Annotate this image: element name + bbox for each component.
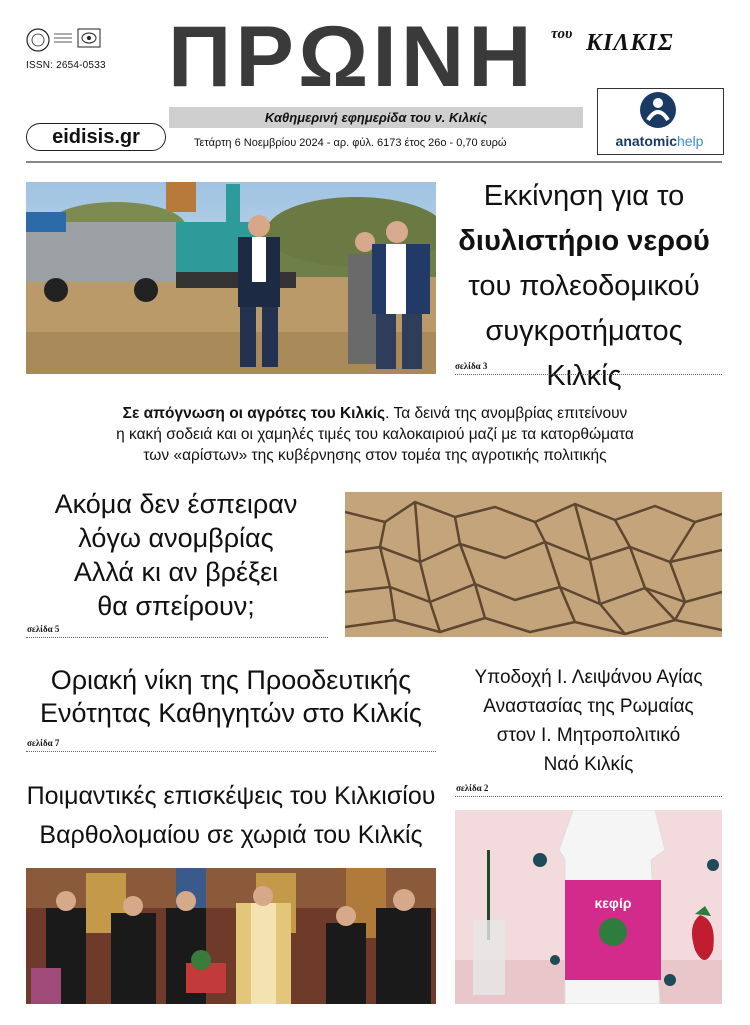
lead-rest1: . Τα δεινά της ανομβρίας επιτείνουν: [385, 405, 628, 422]
story2-headline[interactable]: [26, 487, 326, 623]
story2-divider: [26, 637, 328, 638]
story2-line3: Αλλά κι αν βρέξει: [73, 557, 279, 587]
story4-line1: Υποδοχή Ι. Λειψάνου Αγίας: [474, 667, 703, 688]
dateline: Τετάρτη 6 Νοεμβρίου 2024 - αρ. φύλ. 6173 έτος 26ο - 0,70 ευρώ: [194, 137, 507, 149]
story1-line1: Εκκίνηση για το: [483, 180, 685, 212]
story1-page-ref[interactable]: σελίδα 3: [455, 361, 488, 371]
story1-line2-bold: διυλιστήριο νερού: [458, 225, 710, 257]
story5-line1: Ποιμαντικές επισκέψεις του Κιλκισίου: [26, 782, 436, 810]
excavator-site-photo[interactable]: [26, 182, 436, 374]
story3-page-ref[interactable]: σελίδα 7: [27, 738, 60, 748]
title-place: ΚΙΛΚΙΣ: [586, 30, 674, 56]
cracked-soil-photo[interactable]: [345, 492, 722, 637]
lead-bold: Σε απόγνωση οι αγρότες του Κιλκίς: [122, 405, 386, 422]
story4-divider: [455, 796, 722, 797]
lead-line2: η κακή σοδειά και οι χαμηλές τιμές του καλοκαιριού μαζί με τα κατορθώματα: [116, 426, 634, 443]
title-article: του: [551, 26, 573, 42]
story5-headline[interactable]: [26, 777, 436, 855]
story1-line4: συγκροτήματος Κιλκίς: [485, 315, 683, 392]
story3-divider: [26, 751, 436, 752]
brand-part2: help: [677, 133, 704, 149]
story1-divider: [455, 374, 722, 375]
tagline: Καθημερινή εφημερίδα του ν. Κιλκίς: [264, 110, 488, 125]
story4-page-ref[interactable]: σελίδα 2: [456, 783, 489, 793]
story3-headline[interactable]: [26, 664, 436, 730]
issn-number: ISSN: 2654-0533: [26, 60, 106, 71]
story4-line4: Ναό Κιλκίς: [543, 754, 634, 775]
story1-line3: του πολεοδομικού: [468, 270, 700, 302]
story4-headline[interactable]: [455, 663, 722, 779]
kefir-label: κεφίρ: [594, 895, 632, 911]
website-link[interactable]: eidisis.gr: [26, 123, 166, 151]
lead-paragraph: [40, 403, 710, 466]
brand-part1: anatomic: [615, 133, 677, 149]
story2-line4: θα σπείρουν;: [97, 591, 255, 621]
lead-line1: [40, 403, 710, 424]
lead-line3: των «αρίστων» της κυβέρνησης στον τομέα της αγροτικής πολιτικής: [143, 447, 607, 464]
church-clergy-photo[interactable]: [26, 868, 436, 1004]
story1-line2: [446, 219, 722, 264]
kefir-ad-photo[interactable]: [455, 810, 722, 1004]
story2-line2: λόγω ανομβρίας: [78, 523, 274, 553]
story2-line1: Ακόμα δεν έσπειραν: [54, 489, 298, 519]
anatomichelp-brand: [597, 133, 722, 149]
story4-line2: Αναστασίας της Ρωμαίας: [483, 696, 694, 717]
story2-page-ref[interactable]: σελίδα 5: [27, 624, 60, 634]
story3-line2: Ενότητας Καθηγητών στο Κιλκίς: [40, 698, 422, 728]
story5-line2: Βαρθολομαίου σε χωριά του Κιλκίς: [39, 821, 423, 849]
header-rule: [26, 161, 722, 163]
anatomichelp-logo-icon: [640, 92, 676, 128]
newspaper-title: ΠΡΩΙΝΗ: [168, 9, 536, 105]
story4-line3: στον Ι. Μητροπολιτικό: [496, 725, 681, 746]
story3-line1: Οριακή νίκη της Προοδευτικής: [50, 665, 412, 695]
accreditation-logos: [26, 28, 102, 54]
